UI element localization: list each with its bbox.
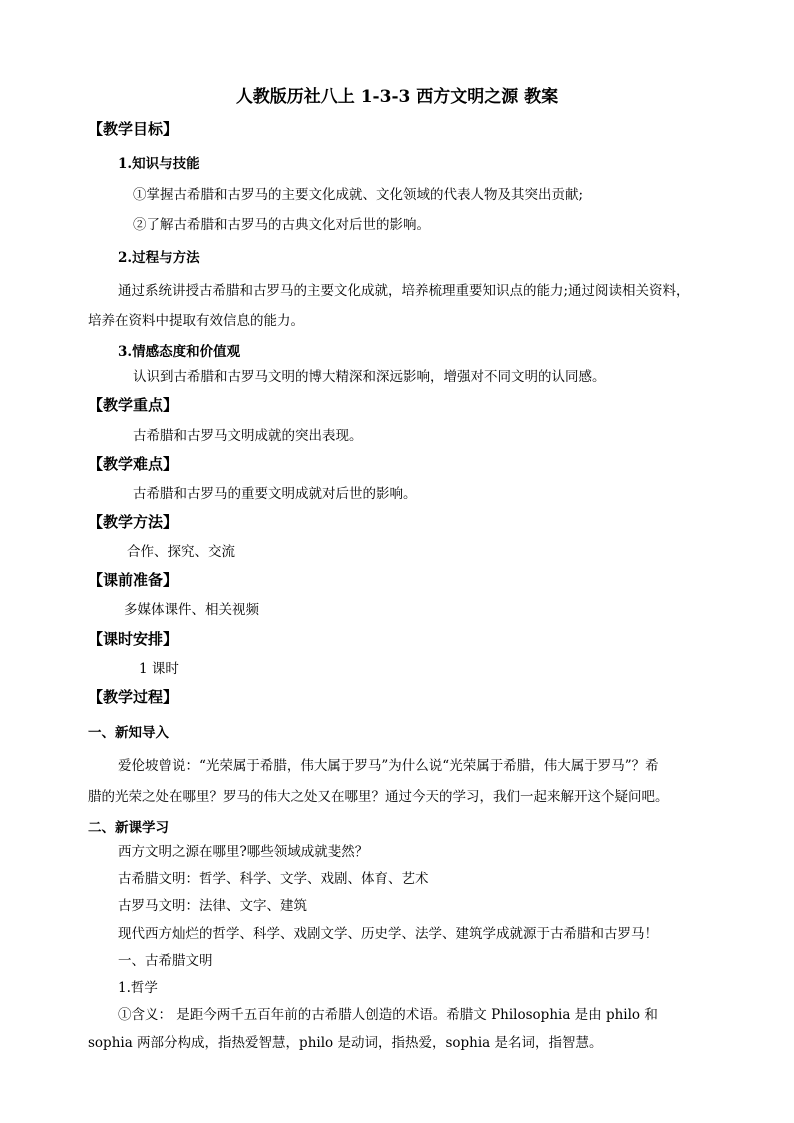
schedule-text: 1 课时 [139,661,179,677]
process-heading: 【教学过程】 [88,688,179,706]
section-intro-heading: 一、新知导入 [88,725,169,741]
preparation-text: 多媒体课件、相关视频 [124,602,259,618]
method-heading: 【教学方法】 [88,513,179,531]
objective-item-2: ②了解古希腊和古罗马的古典文化对后世的影响。 [133,217,430,233]
objective-values-text: 认识到古希腊和古罗马文明的博大精深和深远影响，增强对不同文明的认同感。 [133,369,606,385]
difficulty-heading: 【教学难点】 [88,455,179,473]
method-text: 合作、探究、交流 [127,544,235,560]
objective-process-heading: 2.过程与方法 [118,250,200,266]
objective-values-heading: 3.情感态度和价值观 [118,344,241,360]
lesson-item-philosophy: 1.哲学 [118,980,158,996]
lesson-part-greece: 一、古希腊文明 [118,953,213,969]
objective-process-line-2: 培养在资料中提取有效信息的能力。 [88,313,304,329]
section-new-lesson-heading: 二、新课学习 [88,820,169,836]
key-point-heading: 【教学重点】 [88,396,179,414]
lesson-question: 西方文明之源在哪里?哪些领域成就斐然？ [118,844,369,860]
objectives-heading: 【教学目标】 [88,120,179,138]
preparation-heading: 【课前准备】 [88,571,179,589]
lesson-rome: 古罗马文明：法律、文字、建筑 [118,898,307,914]
document-title: 人教版历社八上 1-3-3 西方文明之源 教案 [235,87,559,107]
philosophy-meaning-line-1: ①含义： 是距今两千五百年前的古希腊人创造的术语。希腊文 Philosophia 是由 philo 和 [118,1007,658,1023]
schedule-heading: 【课时安排】 [88,630,179,648]
lesson-summary: 现代西方灿烂的哲学、科学、戏剧文学、历史学、法学、建筑学成就源于古希腊和古罗马！ [118,926,658,942]
objective-process-line-1: 通过系统讲授古希腊和古罗马的主要文化成就，培养梳理重要知识点的能力;通过阅读相关资料， [118,283,690,299]
lesson-greece: 古希腊文明：哲学、科学、文学、戏剧、体育、艺术 [118,871,429,887]
difficulty-text: 古希腊和古罗马的重要文明成就对后世的影响。 [133,486,417,502]
philosophy-meaning-line-2: sophia 两部分构成，指热爱智慧，philo 是动词，指热爱，sophia 是名词，指智慧。 [88,1035,603,1051]
key-point-text: 古希腊和古罗马文明成就的突出表现。 [133,428,363,444]
intro-line-1: 爱伦坡曾说：“光荣属于希腊，伟大属于罗马”为什么说“光荣属于希腊，伟大属于罗马”？希 [118,758,659,774]
intro-line-2: 腊的光荣之处在哪里？罗马的伟大之处又在哪里？通过今天的学习，我们一起来解开这个疑问吧。 [88,789,669,805]
objective-item-1: ①掌握古希腊和古罗马的主要文化成就、文化领域的代表人物及其突出贡献; [133,187,584,203]
objective-knowledge-heading: 1.知识与技能 [118,156,200,172]
